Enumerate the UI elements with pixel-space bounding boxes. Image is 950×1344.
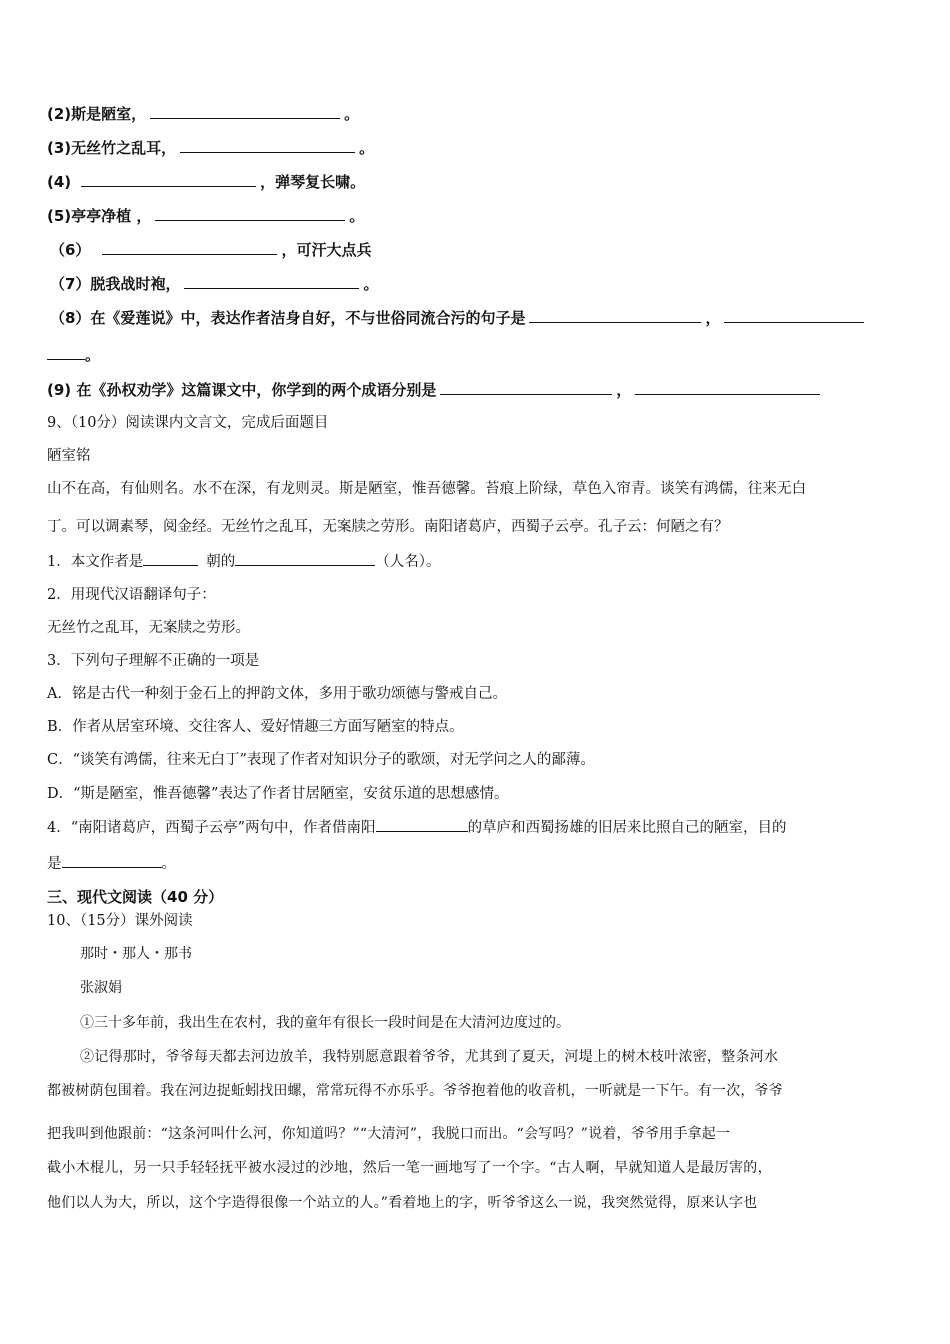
fill-q8-text: （8）在《爱莲说》中，表达作者洁身自好，不与世俗同流合污的句子是 <box>50 309 526 327</box>
q9-s4 <box>47 817 787 838</box>
q9-s3: 3．下列句子理解不正确的一项是 <box>47 653 260 669</box>
article-p2-line5: 他们以人为大，所以，这个字造得很像一个站立的人。”看着地上的字，听爷爷这么一说，我突然觉得，原来认字也 <box>47 1195 758 1211</box>
q9-s2-sentence: 无丝竹之乱耳，无案牍之劳形。 <box>47 620 250 636</box>
fill-q4-prefix: (4) <box>47 173 72 191</box>
answer-blank[interactable] <box>47 345 85 360</box>
fill-q3-suffix: 。 <box>359 139 375 157</box>
fill-q9-sep: ， <box>616 381 632 399</box>
q9-title: 陋室铭 <box>47 448 91 464</box>
q10-heading: 10、（15分）课外阅读 <box>47 913 193 929</box>
answer-blank[interactable] <box>376 817 468 832</box>
article-title: 那时・那人・那书 <box>80 946 192 962</box>
q9-para1: 山不在高，有仙则名。水不在深，有龙则灵。斯是陋室，惟吾德馨。苔痕上阶绿，草色入帘青。谈笑有鸿儒，往来无白 <box>47 481 807 497</box>
fill-q3 <box>47 138 374 158</box>
article-p1: ①三十多年前，我出生在农村，我的童年有很长一段时间是在大清河边度过的。 <box>80 1015 570 1031</box>
fill-q2-suffix: 。 <box>344 105 360 123</box>
fill-q5-suffix: 。 <box>349 207 365 225</box>
article-p2-line2: 都被树荫包围着。我在河边捉蚯蚓找田螺，常常玩得不亦乐乎。爷爷抱着他的收音机，一听就是一下午。有一次，爷爷 <box>47 1083 783 1099</box>
q9-s1-c: （人名）。 <box>375 554 441 570</box>
q9-s2: 2．用现代汉语翻译句子： <box>47 587 216 603</box>
fill-q6 <box>50 240 371 260</box>
q9-para2: 丁。可以调素琴，阅金经。无丝竹之乱耳，无案牍之劳形。南阳诸葛庐，西蜀子云亭。孔子云：何陋之有？ <box>47 519 729 535</box>
fill-q2 <box>47 104 359 124</box>
fill-q8-sep: ， <box>705 309 721 327</box>
answer-blank[interactable] <box>180 138 355 153</box>
fill-q4-suffix: ，弹琴复长啸。 <box>260 173 366 191</box>
fill-q7 <box>50 274 378 294</box>
q9-s1-a: 1．本文作者是 <box>47 554 144 570</box>
answer-blank[interactable] <box>235 551 375 566</box>
fill-q6-prefix: （6） <box>50 241 91 259</box>
fill-q8 <box>50 308 864 328</box>
answer-blank[interactable] <box>81 172 256 187</box>
q9-option-d: D．“斯是陋室，惟吾德馨”表达了作者甘居陋室，安贫乐道的思想感情。 <box>47 786 509 802</box>
q9-option-b: B．作者从居室环境、交往客人、爱好情趣三方面写陋室的特点。 <box>47 719 464 735</box>
q9-s1 <box>47 551 440 572</box>
fill-q7-prefix: （7）脱我战时袍， <box>50 275 181 293</box>
q9-heading: 9、（10分）阅读课内文言文，完成后面题目 <box>47 415 329 431</box>
answer-blank[interactable] <box>529 308 701 323</box>
article-author: 张淑娟 <box>80 980 122 996</box>
q9-s4-a: 4．“南阳诸葛庐，西蜀子云亭”两句中，作者借南阳 <box>47 820 376 836</box>
fill-q2-prefix: (2)斯是陋室， <box>47 105 147 123</box>
fill-q9 <box>47 380 824 400</box>
q9-option-a: A．铭是古代一种刻于金石上的押韵文体，多用于歌功颂德与警戒自己。 <box>47 686 507 702</box>
answer-blank[interactable] <box>184 274 359 289</box>
q9-s4-d: 。 <box>161 856 176 872</box>
article-p2-line3: 把我叫到他跟前：“这条河叫什么河，你知道吗？”“大清河”，我脱口而出。“会写吗？”说着，爷爷用手拿起一 <box>47 1126 731 1142</box>
fill-q4 <box>47 172 365 192</box>
fill-q7-suffix: 。 <box>363 275 379 293</box>
answer-blank[interactable] <box>62 853 162 868</box>
answer-blank[interactable] <box>150 104 340 119</box>
answer-blank[interactable] <box>155 206 345 221</box>
answer-blank[interactable] <box>143 551 198 566</box>
answer-blank[interactable] <box>102 240 277 255</box>
fill-q8-cont <box>47 345 100 365</box>
q9-s4-b: 的草庐和西蜀扬雄的旧居来比照自己的陋室，目的 <box>467 820 787 836</box>
fill-q9-text: (9) 在《孙权劝学》这篇课文中，你学到的两个成语分别是 <box>47 381 437 399</box>
q9-s4-c: 是 <box>47 856 62 872</box>
fill-q8-end: 。 <box>85 346 101 364</box>
fill-q5 <box>47 206 364 226</box>
answer-blank[interactable] <box>724 308 864 323</box>
section3-heading: 三、现代文阅读（40 分） <box>47 888 224 906</box>
article-p2-line4: 截小木棍儿，另一只手轻轻抚平被水浸过的沙地，然后一笔一画地写了一个字。“古人啊，早就知道人是最厉害的， <box>47 1160 773 1176</box>
article-p2-line1: ②记得那时，爷爷每天都去河边放羊，我特别愿意跟着爷爷，尤其到了夏天，河堤上的树木枝叶浓密，整条河水 <box>80 1049 779 1065</box>
fill-q3-prefix: (3)无丝竹之乱耳， <box>47 139 177 157</box>
fill-q5-prefix: (5)亭亭净植 ， <box>47 207 152 225</box>
q9-option-c: C．“谈笑有鸿儒，往来无白丁”表现了作者对知识分子的歌颂，对无学问之人的鄙薄。 <box>47 752 595 768</box>
answer-blank[interactable] <box>440 380 612 395</box>
answer-blank[interactable] <box>635 380 820 395</box>
q9-s4-cont <box>47 853 176 874</box>
q9-s1-b: 朝的 <box>206 554 236 570</box>
fill-q6-suffix: ，可汗大点兵 <box>281 241 372 259</box>
